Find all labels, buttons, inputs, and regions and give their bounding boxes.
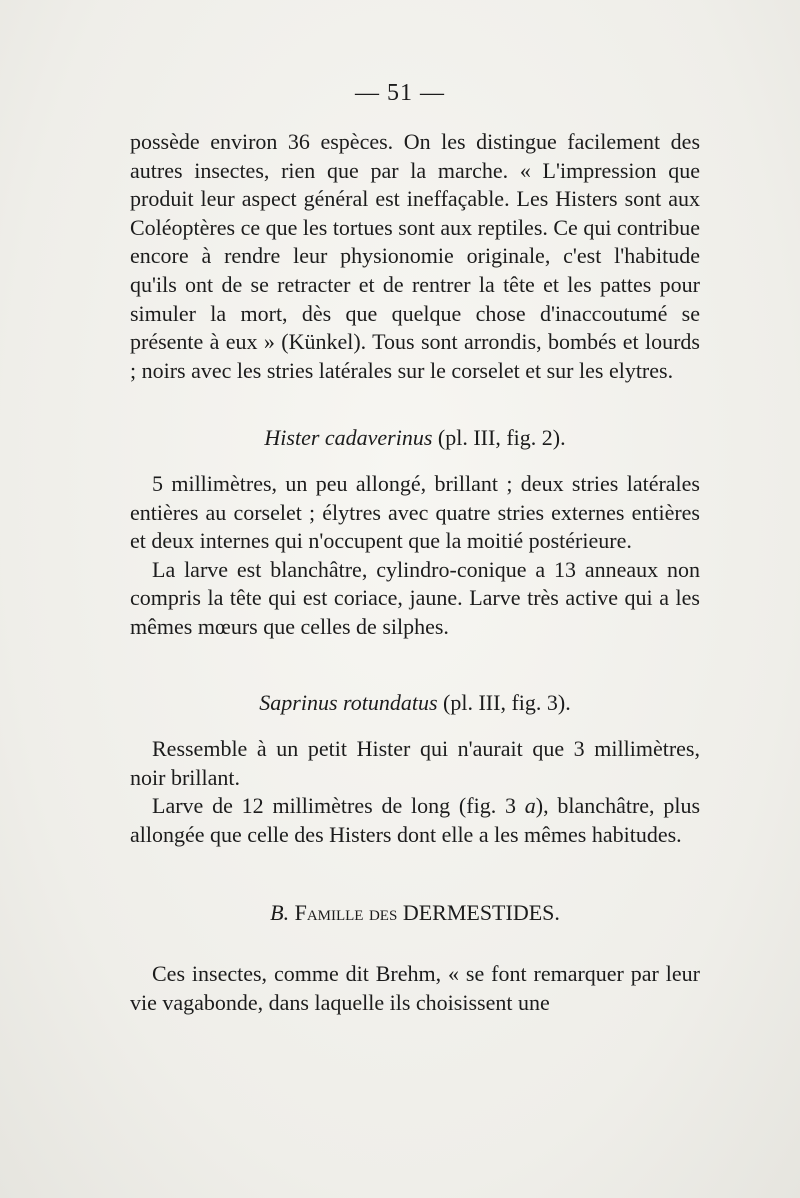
paragraph-text: 5 millimètres, un peu allongé, brillant ; deux stries latérales entières au corselet ; élytres avec quatre stries externes entières et deux internes qui n'occupent que la moitié postérieure. bbox=[130, 471, 700, 554]
family-name: DERMESTIDES. bbox=[402, 900, 560, 925]
paragraph-text: La larve est blanchâtre, cylindro-conique a 13 anneaux non compris la tête qui est coriace, jaune. Larve très active qui a les mêmes mœurs que celles de silphes. bbox=[130, 556, 700, 639]
paragraph-histers bbox=[130, 128, 700, 385]
species-heading-saprinus-rotundatus bbox=[130, 690, 700, 716]
family-letter: B. bbox=[270, 900, 290, 925]
paragraph-text: Ressemble à un petit Hister qui n'aurait que 3 millimètres, noir brillant. bbox=[130, 736, 700, 790]
paragraph-text: possède environ 36 espèces. On les distingue facilement des autres insectes, rien que par la marche. « L'impression que produit leur aspect général est ineffaçable. Les Histers sont aux Coléoptères ce que les tortues sont aux reptiles. Ce qui contribue encore à rendre leur physionomie originale, c'est l'habitude qu'ils ont de se retracter et de rentrer la tête et les pattes pour simuler la mort, dès que quelque chose d'inaccoutumé se présente à eux » (Künkel). Tous sont arrondis, bombés et lourds ; noirs avec les stries latérales sur le corselet et sur les elytres. bbox=[130, 129, 701, 383]
family-heading-dermestides bbox=[130, 900, 700, 926]
plate-reference: (pl. III, fig. 2). bbox=[432, 425, 566, 450]
paragraph-text: Ces insectes, comme dit Brehm, « se font remarquer par leur vie vagabonde, dans laquelle ils choisissent une bbox=[130, 961, 700, 1015]
paragraph-dermestides bbox=[130, 960, 700, 1017]
family-label: Famille des bbox=[294, 900, 398, 925]
paragraph-text: Larve de 12 millimètres de long (fig. 3 a), blanchâtre, plus allongée que celle des Histers dont elle a les mêmes habitudes. bbox=[130, 793, 701, 847]
paragraph-hister-description bbox=[130, 470, 700, 642]
species-heading-hister-cadaverinus bbox=[130, 425, 700, 451]
page-number: — 51 — bbox=[355, 80, 445, 106]
paragraph-saprinus-description bbox=[130, 735, 700, 849]
plate-reference: (pl. III, fig. 3). bbox=[437, 690, 571, 715]
species-name: Saprinus rotundatus bbox=[259, 690, 438, 715]
species-name: Hister cadaverinus bbox=[264, 425, 433, 450]
